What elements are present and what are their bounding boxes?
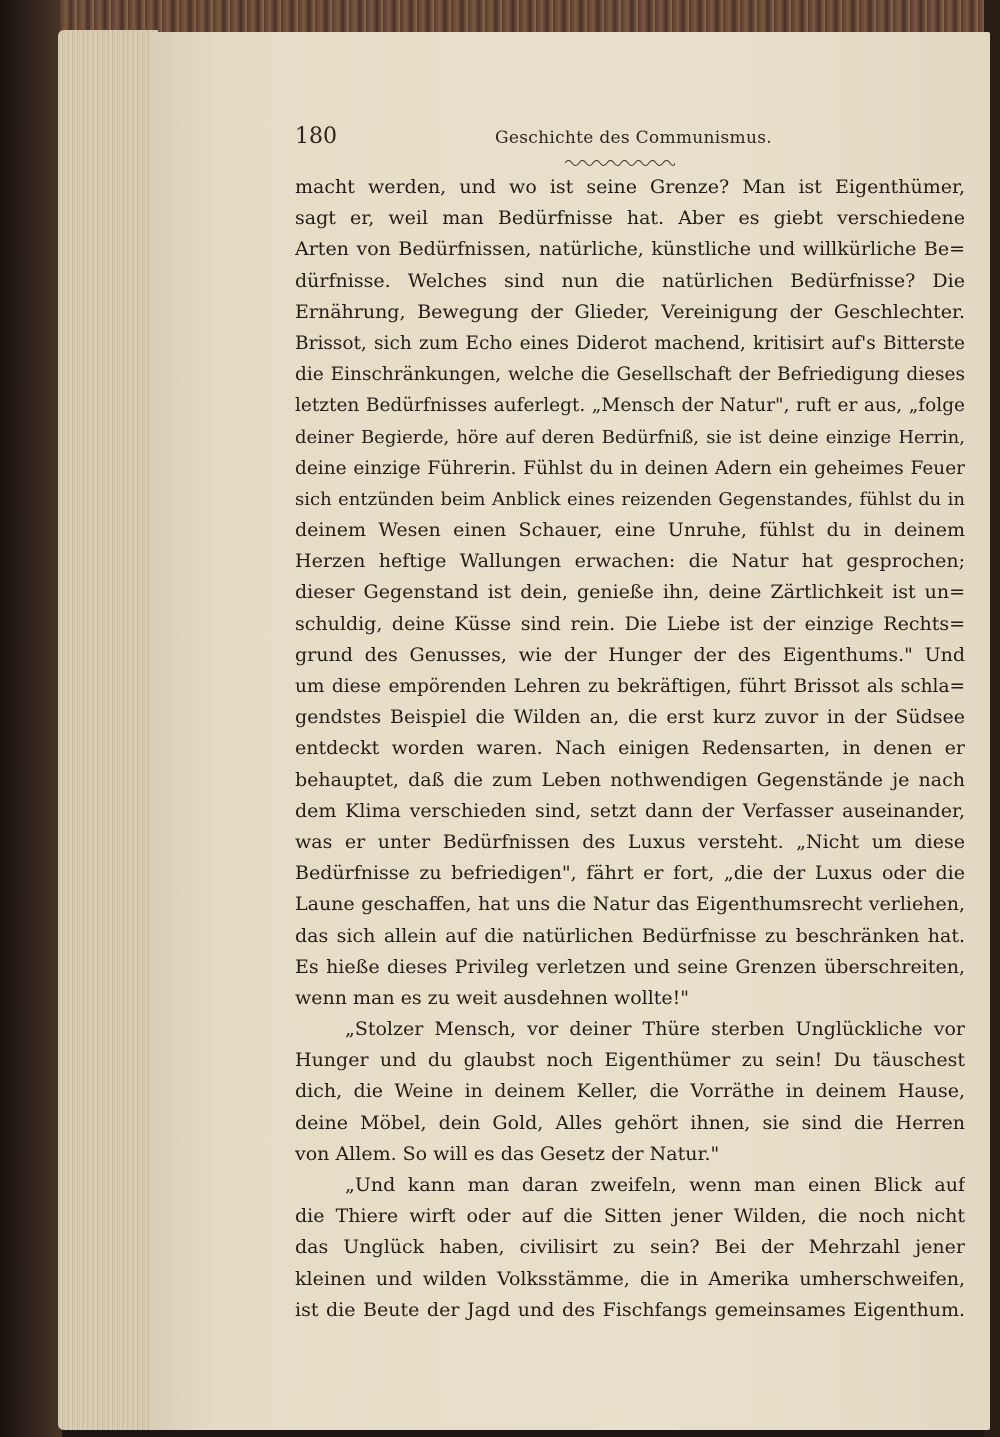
text-line: letzten Bedürfnisses auferlegt. „Mensch der Natur", ruft er aus, „folge — [295, 395, 965, 417]
text-line: Brissot, sich zum Echo eines Diderot machend, kritisirt auf's Bitterste — [295, 332, 965, 354]
book-top-edge — [60, 0, 1000, 34]
text-line: Laune geschaffen, hat uns die Natur das Eigenthumsrecht verliehen, — [295, 893, 965, 916]
text-line: schuldig, deine Küsse sind rein. Die Liebe ist der einzige Rechts= — [295, 612, 965, 635]
text-line: deinem Wesen einen Schauer, eine Unruhe, fühlst du in deinem — [295, 519, 965, 542]
running-head: Geschichte des Communismus. — [495, 128, 772, 148]
text-line: macht werden, und wo ist seine Grenze? Man ist Eigenthümer, — [295, 176, 965, 198]
header-ornament — [565, 158, 675, 168]
text-line: „Stolzer Mensch, vor deiner Thüre sterben Unglückliche vor — [345, 1018, 965, 1041]
text-line: um diese empörenden Lehren zu bekräftigen, führt Brissot als schla= — [295, 676, 965, 697]
text-line: was er unter Bedürfnissen des Luxus versteht. „Nicht um diese — [295, 830, 965, 853]
text-line: die Einschränkungen, welche die Gesellschaft der Befriedigung dieses — [295, 364, 965, 386]
text-line: Hunger und du glaubst noch Eigenthümer zu sein! Du täuschest — [295, 1049, 965, 1072]
text-line: Herzen heftige Wallungen erwachen: die Natur hat gesprochen; — [295, 550, 965, 573]
text-line: das sich allein auf die natürlichen Bedürfnisse zu beschränken hat. — [295, 924, 965, 947]
text-line: dürfnisse. Welches sind nun die natürlichen Bedürfnisse? Die — [295, 269, 965, 292]
text-line: wenn man es zu weit ausdehnen wollte!" — [295, 986, 690, 1009]
text-line: dich, die Weine in deinem Keller, die Vorräthe in deinem Hause, — [295, 1080, 965, 1103]
text-line: gendstes Beispiel die Wilden an, die erst kurz zuvor in der Südsee — [295, 706, 965, 729]
text-line: kleinen und wilden Volksstämme, die in Amerika umherschweifen, — [295, 1267, 965, 1290]
text-line: von Allem. So will es das Gesetz der Natur." — [295, 1142, 720, 1165]
text-line: deine Möbel, dein Gold, Alles gehört ihnen, sie sind die Herren — [295, 1111, 965, 1134]
text-line: dieser Gegenstand ist dein, genieße ihn, deine Zärtlichkeit ist un= — [295, 581, 965, 604]
text-line: Es hieße dieses Privileg verletzen und seine Grenzen überschreiten, — [295, 955, 965, 978]
text-line: behauptet, daß die zum Leben nothwendigen Gegenstände je nach — [295, 768, 965, 791]
text-line: sich entzünden beim Anblick eines reizenden Gegenstandes, fühlst du in — [295, 488, 965, 510]
text-line: „Und kann man daran zweifeln, wenn man einen Blick auf — [345, 1174, 965, 1196]
text-line: entdeckt worden waren. Nach einigen Redensarten, in denen er — [295, 737, 965, 760]
page-stack — [58, 30, 158, 1430]
text-line: die Thiere wirft oder auf die Sitten jener Wilden, die noch nicht — [295, 1205, 965, 1228]
text-line: grund des Genusses, wie der Hunger der des Eigenthums." Und — [295, 643, 965, 666]
text-line: das Unglück haben, civilisirt zu sein? Bei der Mehrzahl jener — [295, 1236, 965, 1259]
text-line: Ernährung, Bewegung der Glieder, Vereinigung der Geschlechter. — [295, 300, 965, 323]
body-text — [295, 172, 965, 1326]
book-spine — [0, 0, 62, 1437]
text-line: sagt er, weil man Bedürfnisse hat. Aber es giebt verschiedene — [295, 207, 965, 230]
text-line: deine einzige Führerin. Fühlst du in deinen Adern ein geheimes Feuer — [295, 457, 965, 479]
text-line: Bedürfnisse zu befriedigen", fährt er fort, „die der Luxus oder die — [295, 862, 965, 885]
text-line: ist die Beute der Jagd und des Fischfangs gemeinsames Eigenthum. — [295, 1298, 965, 1321]
text-line: deiner Begierde, höre auf deren Bedürfniß, sie ist deine einzige Herrin, — [295, 426, 965, 448]
page-number: 180 — [295, 124, 337, 149]
text-line: Arten von Bedürfnissen, natürliche, künstliche und willkürliche Be= — [295, 238, 965, 261]
text-line: dem Klima verschieden sind, setzt dann der Verfasser auseinander, — [295, 799, 965, 822]
